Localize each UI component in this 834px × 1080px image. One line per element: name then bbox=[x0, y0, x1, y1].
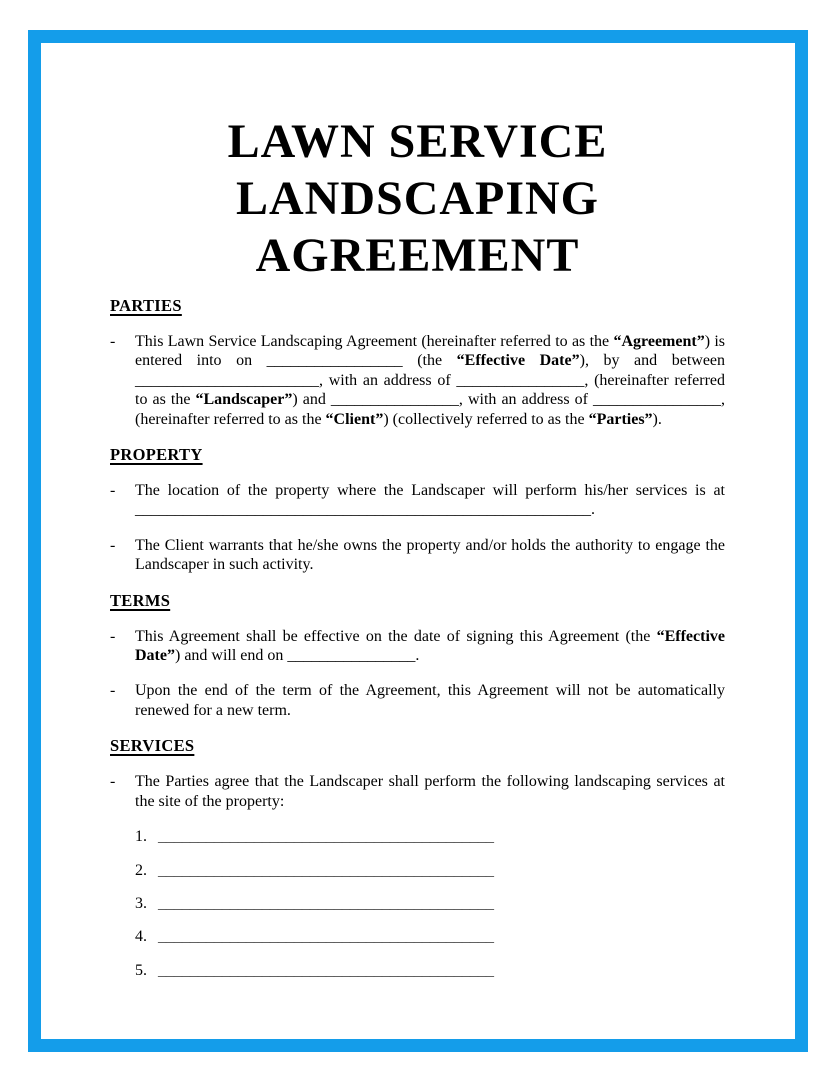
service-item-3 bbox=[110, 894, 725, 913]
title-line-1: LAWN SERVICE bbox=[227, 115, 608, 168]
page-border-frame bbox=[28, 30, 808, 1052]
service-item-number: 5. bbox=[135, 961, 147, 979]
text-segment: , with an address of bbox=[319, 371, 457, 389]
text-segment: ). bbox=[652, 410, 662, 428]
fill-in-blank: ________________ bbox=[593, 391, 721, 409]
document-title bbox=[110, 113, 725, 284]
property-location-paragraph bbox=[135, 481, 725, 520]
bullet-dash: - bbox=[110, 627, 116, 645]
fill-in-blank: ________________ bbox=[456, 371, 585, 389]
text-segment-bold: “Landscaper” bbox=[195, 391, 293, 409]
bullet-dash: - bbox=[110, 682, 116, 700]
terms-bullet-2 bbox=[110, 681, 725, 720]
text-segment: Upon the end of the term of the Agreement, this Agreement will not be automatically renewed for a new term. bbox=[135, 682, 725, 719]
service-item-number: 4. bbox=[135, 928, 147, 946]
text-segment: ) and will end on bbox=[174, 647, 288, 665]
service-fill-in-blank: __________________________________________ bbox=[158, 894, 494, 912]
text-segment-bold: “Client” bbox=[325, 410, 384, 428]
service-fill-in-blank: __________________________________________ bbox=[158, 828, 494, 846]
service-fill-in-blank: __________________________________________ bbox=[158, 961, 494, 979]
parties-paragraph bbox=[135, 332, 725, 429]
terms-effective-paragraph bbox=[135, 627, 725, 666]
document-page bbox=[41, 43, 795, 1039]
fill-in-blank: ________________ bbox=[330, 391, 459, 409]
service-item-4 bbox=[110, 927, 725, 946]
property-bullet-1 bbox=[110, 481, 725, 520]
service-item-number: 3. bbox=[135, 894, 147, 912]
section-heading-terms: TERMS bbox=[110, 590, 171, 610]
text-segment: , (hereinafter referred to as the bbox=[135, 391, 725, 428]
text-segment: The Client warrants that he/she owns the property and/or holds the authority to engage the Landscaper in such activity. bbox=[135, 536, 725, 574]
services-bullet-1 bbox=[110, 772, 725, 811]
service-fill-in-blank: __________________________________________ bbox=[158, 861, 494, 879]
services-numbered-list bbox=[110, 827, 725, 980]
text-segment: , with an address of bbox=[458, 391, 593, 409]
title-line-2: LANDSCAPING bbox=[235, 172, 600, 225]
service-item-number: 1. bbox=[135, 828, 147, 846]
text-segment: ), by and between bbox=[579, 352, 726, 370]
section-property bbox=[110, 445, 725, 575]
section-parties bbox=[110, 296, 725, 429]
text-segment: The location of the property where the Landscaper will perform his/her services is at bbox=[135, 482, 725, 500]
text-segment: . bbox=[415, 647, 420, 665]
services-intro-paragraph bbox=[135, 772, 725, 811]
text-segment: This Agreement shall be effective on the date of signing this Agreement (the bbox=[135, 627, 657, 645]
text-segment: This Lawn Service Landscaping Agreement (hereinafter referred to as the bbox=[135, 333, 614, 350]
text-segment-bold: “Parties” bbox=[588, 410, 653, 428]
title-line-3: AGREEMENT bbox=[255, 229, 580, 282]
bullet-dash: - bbox=[110, 333, 116, 350]
text-segment: ) (collectively referred to as the bbox=[383, 410, 589, 428]
text-segment: (the bbox=[402, 352, 457, 370]
property-warranty-paragraph bbox=[135, 536, 725, 575]
service-fill-in-blank: __________________________________________ bbox=[158, 928, 494, 946]
service-item-number: 2. bbox=[135, 861, 147, 879]
fill-in-blank: _________________________________________________________ bbox=[135, 501, 591, 519]
section-heading-parties: PARTIES bbox=[110, 296, 182, 315]
section-heading-property: PROPERTY bbox=[110, 445, 203, 465]
fill-in-blank: _______________________ bbox=[135, 371, 319, 389]
section-heading-services: SERVICES bbox=[110, 736, 195, 756]
bullet-dash: - bbox=[110, 482, 116, 500]
terms-renewal-paragraph bbox=[135, 681, 725, 720]
terms-bullet-1 bbox=[110, 627, 725, 666]
text-segment: ) is entered into on bbox=[135, 333, 726, 370]
service-item-5 bbox=[110, 961, 725, 980]
fill-in-blank: _________________ bbox=[266, 352, 403, 370]
bullet-dash: - bbox=[110, 536, 116, 554]
text-segment-bold: “Effective Date” bbox=[456, 352, 580, 370]
service-item-1 bbox=[110, 827, 725, 846]
service-item-2 bbox=[110, 861, 725, 880]
text-segment-bold: “Effective Date” bbox=[135, 627, 725, 665]
section-terms bbox=[110, 591, 725, 721]
section-services bbox=[110, 736, 725, 980]
property-bullet-2 bbox=[110, 536, 725, 575]
text-segment: , (hereinafter referred to as the bbox=[135, 371, 726, 409]
parties-bullet-1 bbox=[110, 332, 725, 429]
fill-in-blank: ________________ bbox=[287, 647, 416, 665]
text-segment-bold: “Agreement” bbox=[613, 333, 705, 350]
text-segment: The Parties agree that the Landscaper shall perform the following landscaping services at the site of the property: bbox=[135, 773, 725, 810]
text-segment: . bbox=[591, 501, 595, 519]
bullet-dash: - bbox=[110, 773, 116, 791]
text-segment: ) and bbox=[292, 391, 331, 409]
